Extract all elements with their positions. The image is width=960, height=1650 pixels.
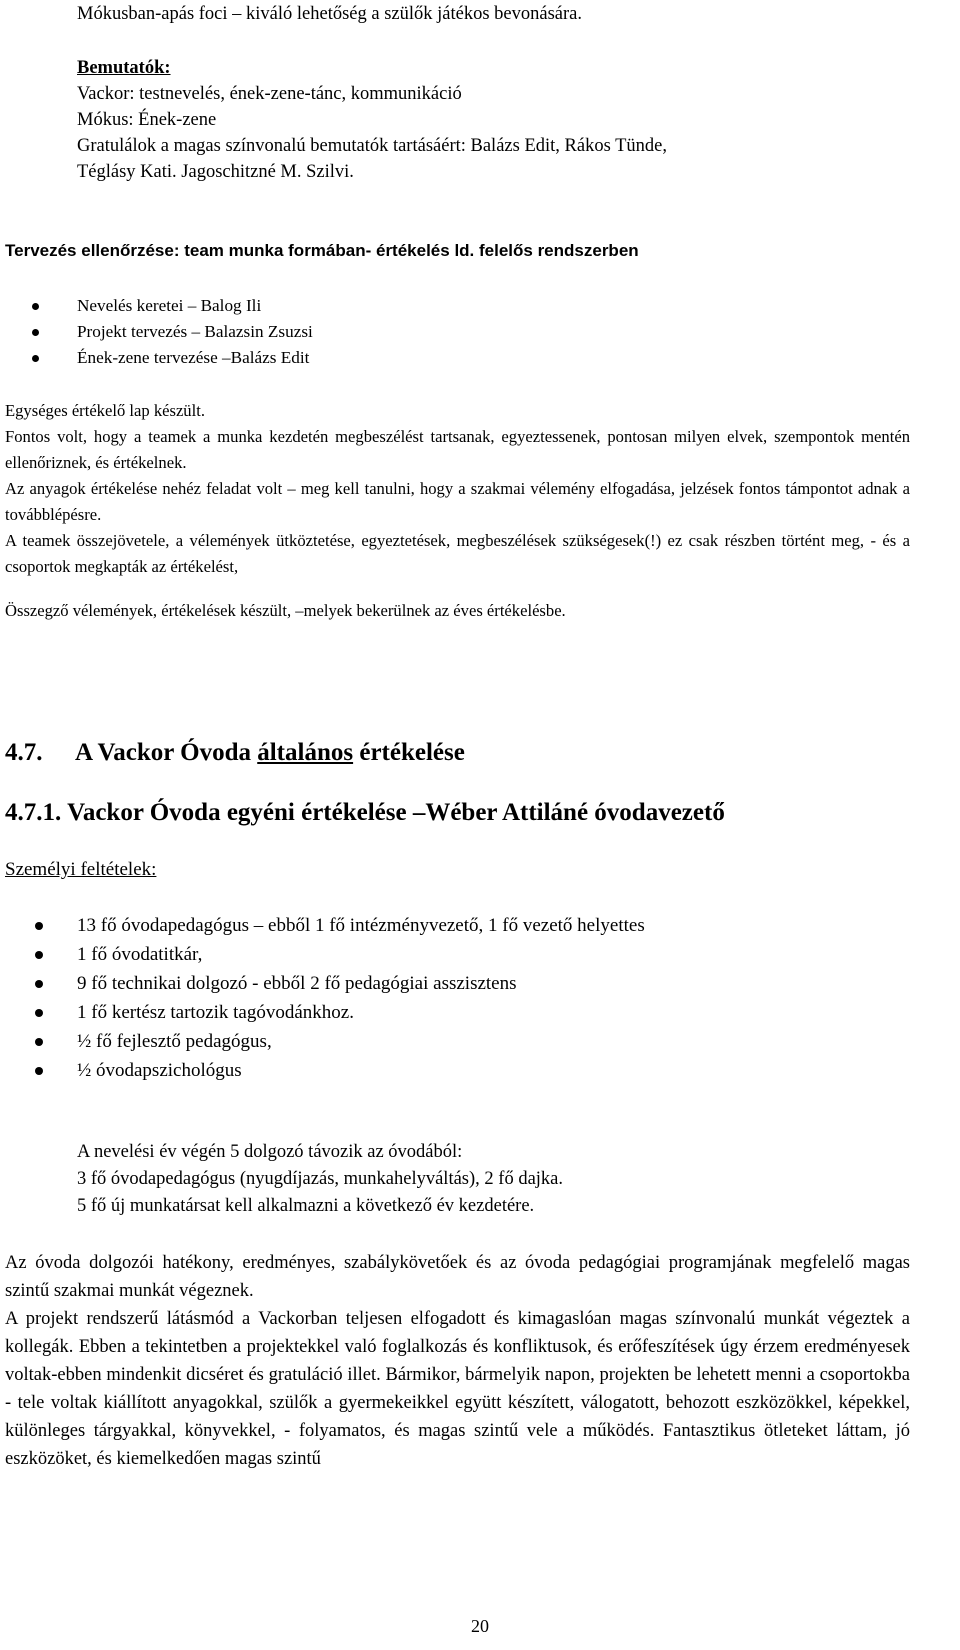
intro-line: Mókusban-apás foci – kiváló lehetőség a szülők játékos bevonására. <box>77 4 583 24</box>
section-title-part: általános <box>257 739 354 766</box>
section-4-7-heading <box>5 737 960 769</box>
zaro-block <box>5 1249 910 1473</box>
ertekeles-summary: Összegző vélemények, értékelések készült, –melyek bekerülnek az éves értékelésbe. <box>5 601 566 620</box>
list-item: 1 fő óvodatitkár, <box>5 940 960 969</box>
bemutatok-line: Mókus: Ének-zene <box>77 110 217 130</box>
list-item: Nevelés keretei – Balog Ili <box>5 293 960 319</box>
bemutatok-heading: Bemutatók: <box>77 58 171 78</box>
bullet-icon <box>35 1009 43 1017</box>
ertekeles-paragraph: Fontos volt, hogy a teamek a munka kezdetén megbeszélést tartsanak, egyeztessenek, pontosan milyen elvek, szempontok mentén ellenőriznek, és értékelnek. <box>5 427 910 472</box>
section-number: 4.7. <box>5 739 43 766</box>
ertekeles-paragraph: Az anyagok értékelése nehéz feladat volt – meg kell tanulni, hogy a szakmai vélemény elfogadása, jelzések fontos támpontot adnak a továbblépésre. <box>5 479 910 524</box>
bemutatok-line: Vackor: testnevelés, ének-zene-tánc, kommunikáció <box>77 84 462 104</box>
section-title: Vackor Óvoda egyéni értékelése –Wéber Attiláné óvodavezető <box>67 799 725 826</box>
bullet-icon <box>35 951 43 959</box>
list-item: 13 fő óvodapedagógus – ebből 1 fő intézményvezető, 1 fő vezető helyettes <box>5 911 960 940</box>
szemelyi-heading: Személyi feltételek: <box>5 859 157 880</box>
tervezes-heading: Tervezés ellenőrzése: team munka formában- értékelés ld. felelős rendszerben <box>5 241 639 260</box>
list-item: Projekt tervezés – Balazsin Zsuzsi <box>5 319 960 345</box>
tavozas-line: A nevelési év végén 5 dolgozó távozik az óvodából: <box>77 1142 463 1162</box>
section-number: 4.7.1. <box>5 799 62 826</box>
bemutatok-line: Gratulálok a magas színvonalú bemutatók tartásáért: Balázs Edit, Rákos Tünde, <box>77 136 667 156</box>
page-number: 20 <box>471 1616 489 1636</box>
list-item: 1 fő kertész tartozik tagóvodánkhoz. <box>5 998 960 1027</box>
list-item: ½ óvodapszichológus <box>5 1056 960 1085</box>
list-item: 9 fő technikai dolgozó - ebből 2 fő pedagógiai asszisztens <box>5 969 960 998</box>
bullet-icon <box>32 303 39 310</box>
section-4-7-1-heading <box>5 797 960 829</box>
bullet-icon <box>32 355 39 362</box>
bullet-icon <box>35 1067 43 1075</box>
list-item: ½ fő fejlesztő pedagógus, <box>5 1027 960 1056</box>
zaro-paragraph: Az óvoda dolgozói hatékony, eredményes, szabálykövetőek és az óvoda pedagógiai programjának megfelelő magas szintű szakmai munkát végeznek. <box>5 1253 910 1301</box>
bullet-icon <box>35 1038 43 1046</box>
zaro-paragraph: A projekt rendszerű látásmód a Vackorban teljesen elfogadott és kimagaslóan magas színvonalú munkát végeztek a kollegák. Ebben a tekintetben a projektekkel való foglalkozás és konfliktusok, és erőfeszítések úgy érzem eredményesek voltak-ebben mindenkit dicséret és gratuláció illet. Bármikor, bármelyik napon, projekten be lehetett menni a csoportokba - tele voltak kiállított anyagokkal, szülők a gyermekeikkel együtt készített, válogatott, behozott eszközökkel, képekkel, különleges tárgyakkal, könyvekkel, - folyamatos, és magas szintű vele a működés. Fantasztikus ötleteket láttam, jó eszközöket, és kiemelkedően magas szintű <box>5 1309 910 1469</box>
section-title-part: értékelése <box>359 739 465 766</box>
tavozas-block <box>77 1139 957 1220</box>
tervezes-list <box>5 293 960 371</box>
bullet-icon <box>35 980 43 988</box>
szemelyi-list <box>5 911 960 1085</box>
tavozas-line: 5 fő új munkatársat kell alkalmazni a következő év kezdetére. <box>77 1196 535 1216</box>
bemutatok-block <box>77 55 957 185</box>
ertekeles-block <box>5 398 910 580</box>
bullet-icon <box>32 329 39 336</box>
tavozas-line: 3 fő óvodapedagógus (nyugdíjazás, munkahelyváltás), 2 fő dajka. <box>77 1169 564 1189</box>
bullet-icon <box>35 922 43 930</box>
bemutatok-line: Téglásy Kati. Jagoschitzné M. Szilvi. <box>77 162 354 182</box>
section-title-part: A Vackor Óvoda <box>75 739 251 766</box>
ertekeles-paragraph: A teamek összejövetele, a vélemények ütköztetése, egyeztetések, megbeszélések szükségesek(!) ez csak részben történt meg, - és a csoportok megkapták az értékelést, <box>5 531 910 576</box>
list-item: Ének-zene tervezése –Balázs Edit <box>5 345 960 371</box>
ertekeles-line: Egységes értékelő lap készült. <box>5 401 205 420</box>
